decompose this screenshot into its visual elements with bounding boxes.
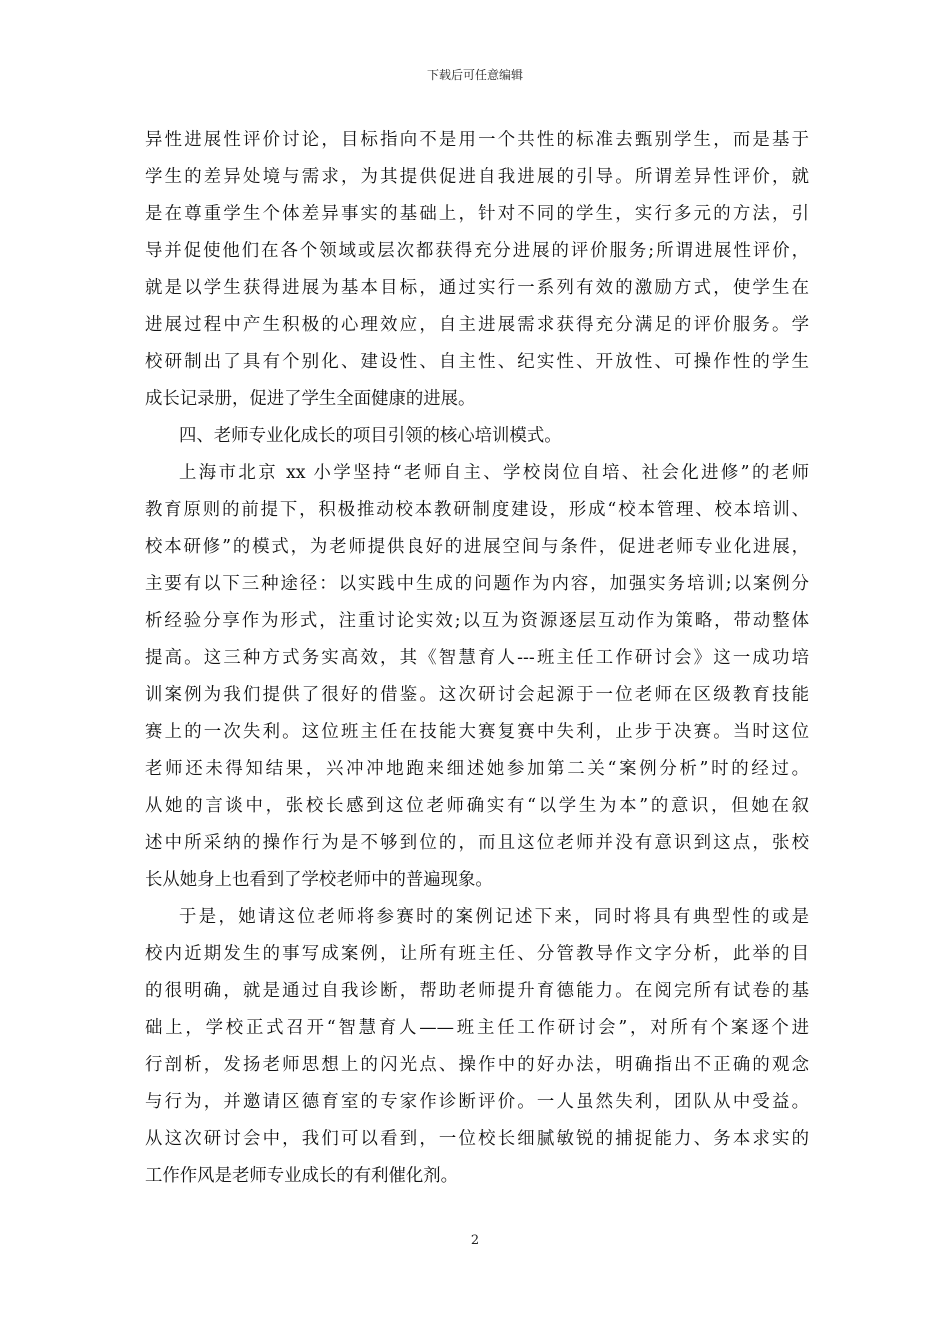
document-body [145,122,809,1195]
text-line: 赛上的一次失利。这位班主任在技能大赛复赛中失利，止步于决赛。当时这位 [145,722,809,742]
text-line: 础上，学校正式召开“智慧育人——班主任工作研讨会”，对所有个案逐个进 [145,1018,809,1038]
text-line: 老师还未得知结果，兴冲冲地跑来细述她参加第二关“案例分析”时的经过。 [145,759,809,779]
text-line: 析经验分享作为形式，注重讨论实效;以互为资源逐层互动作为策略，带动整体 [145,611,809,631]
text-line: 校研制出了具有个别化、建设性、自主性、纪实性、开放性、可操作性的学生 [145,352,809,372]
page-number: 2 [470,1233,480,1248]
text-line: 行剖析，发扬老师思想上的闪光点、操作中的好办法，明确指出不正确的观念 [145,1055,809,1075]
text-line: 述中所采纳的操作行为是不够到位的，而且这位老师并没有意识到这点，张校 [145,833,809,853]
text-line: 进展过程中产生积极的心理效应，自主进展需求获得充分满足的评价服务。学 [145,315,809,335]
text-line: 是在尊重学生个体差异事实的基础上，针对不同的学生，实行多元的方法，引 [145,204,809,224]
paragraph-first-line: 于是，她请这位老师将参赛时的案例记述下来，同时将具有典型性的或是 [179,907,809,927]
text-line: 与行为，并邀请区德育室的专家作诊断评价。一人虽然失利，团队从中受益。 [145,1092,809,1112]
paragraph-first-line: 上海市北京 xx 小学坚持“老师自主、学校岗位自培、社会化进修”的老师 [179,463,809,483]
text-line: 训案例为我们提供了很好的借鉴。这次研讨会起源于一位老师在区级教育技能 [145,685,809,705]
paragraph-end-line: 长从她身上也看到了学校老师中的普遍现象。 [145,870,493,890]
paragraph-end-line: 成长记录册，促进了学生全面健康的进展。 [145,389,476,409]
text-line: 主要有以下三种途径：以实践中生成的问题作为内容，加强实务培训;以案例分 [145,574,809,594]
text-line: 从她的言谈中，张校长感到这位老师确实有“以学生为本”的意识，但她在叙 [145,796,809,816]
text-line: 导并促使他们在各个领域或层次都获得充分进展的评价服务;所谓进展性评价， [145,241,809,261]
text-line: 异性进展性评价讨论，目标指向不是用一个共性的标准去甄别学生，而是基于 [145,130,809,150]
page-header: 下载后可任意编辑 [426,68,523,82]
text-line: 校本研修”的模式，为老师提供良好的进展空间与条件，促进老师专业化进展， [145,537,809,557]
text-line: 的很明确，就是通过自我诊断，帮助老师提升育德能力。在阅完所有试卷的基 [145,981,809,1001]
text-line: 提高。这三种方式务实高效，其《智慧育人---班主任工作研讨会》这一成功培 [145,648,809,668]
text-line: 学生的差异处境与需求，为其提供促进自我进展的引导。所谓差异性评价，就 [145,167,809,187]
paragraph-end-line: 工作作风是老师专业成长的有利催化剂。 [145,1166,459,1186]
text-line: 就是以学生获得进展为基本目标，通过实行一系列有效的激励方式，使学生在 [145,278,809,298]
text-line: 校内近期发生的事写成案例，让所有班主任、分管教导作文字分析，此举的目 [145,944,809,964]
section-heading: 四、老师专业化成长的项目引领的核心培训模式。 [179,426,562,446]
text-line: 教育原则的前提下，积极推动校本教研制度建设，形成“校本管理、校本培训、 [145,500,809,520]
text-line: 从这次研讨会中，我们可以看到，一位校长细腻敏锐的捕捉能力、务本求实的 [145,1129,809,1149]
